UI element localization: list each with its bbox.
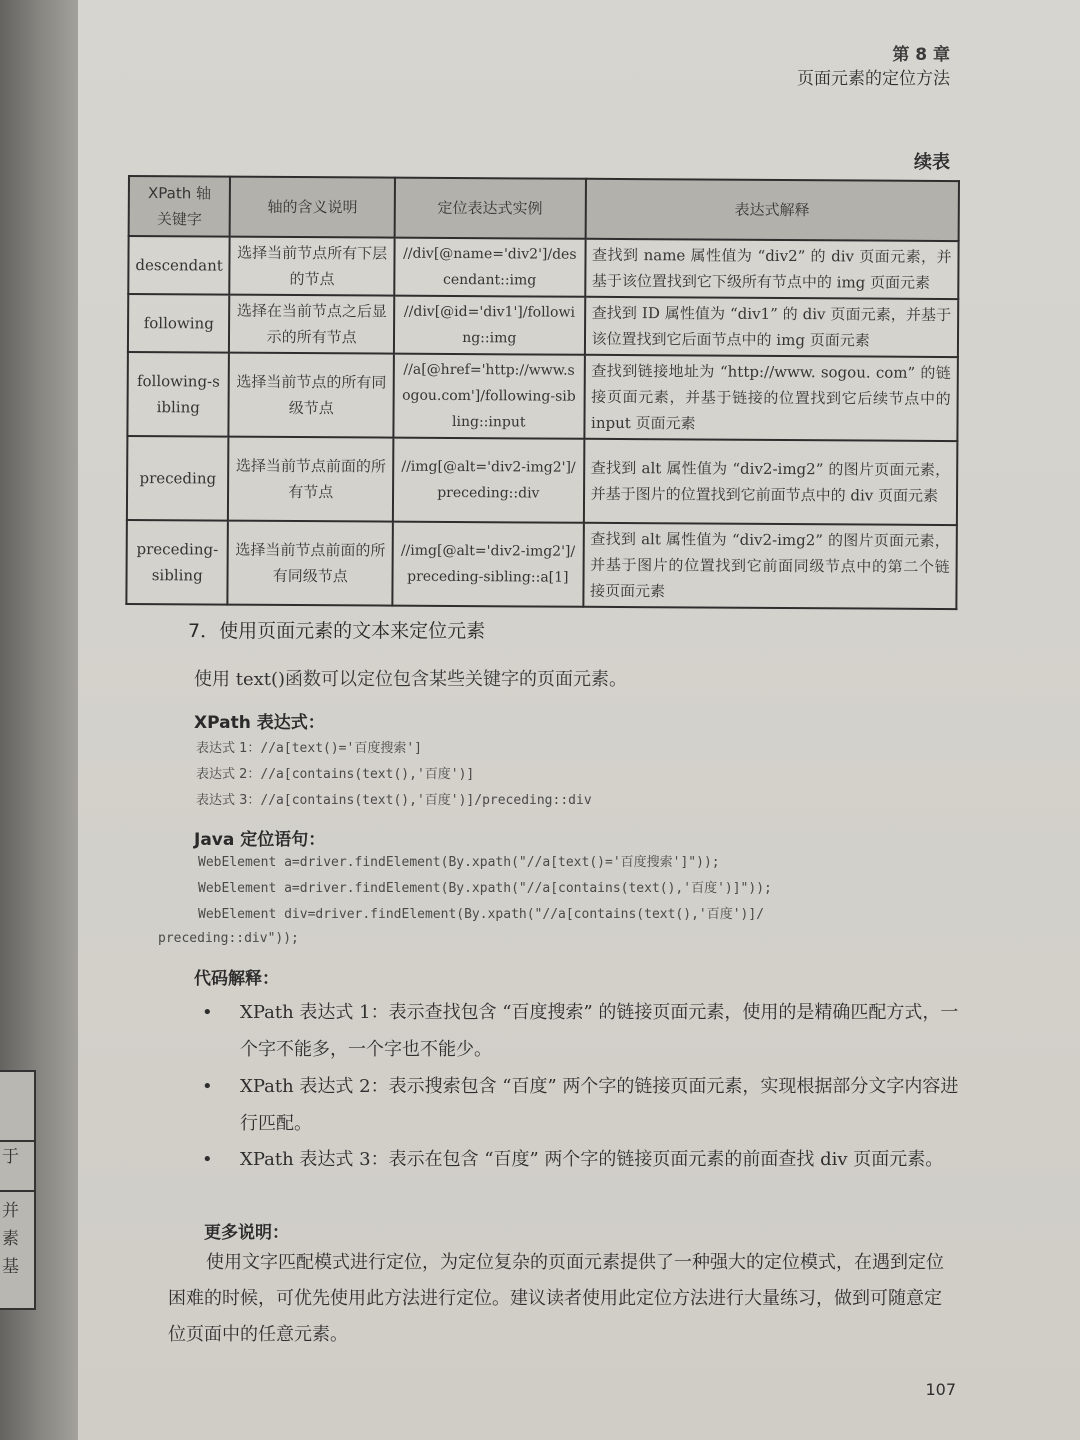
- cell-keyword: following: [128, 294, 230, 353]
- table-header-row: [129, 176, 959, 241]
- xpath-line: 表达式 2：//a[contains(text(),'百度')]: [196, 767, 475, 782]
- adjacent-page-table-fragment: [0, 1070, 36, 1310]
- bullet-item: • XPath 表达式 2：表示搜索包含 “百度” 两个字的链接页面元素，实现根据部分文字内容进行匹配。: [202, 1068, 962, 1142]
- cell-keyword: preceding-sibling: [126, 520, 228, 605]
- cell-example: //a[@href='http://www.sogou.com']/following-sibling::input: [393, 354, 584, 439]
- cell-meaning: 选择在当前节点之后显示的所有节点: [229, 295, 394, 354]
- bullet-item: • XPath 表达式 3：表示在包含 “百度” 两个字的链接页面元素的前面查找 div 页面元素。: [202, 1141, 962, 1178]
- cell-example: //div[@id='div1']/following::img: [394, 296, 585, 355]
- header-meaning: 轴的含义说明: [230, 177, 395, 238]
- cell-explain: 查找到 name 属性值为 “div2” 的 div 页面元素，并基于该位置找到它下级所有节点中的 img 页面元素: [585, 239, 959, 299]
- table-continued-label: 续表: [914, 152, 950, 173]
- fragment-char: 于: [2, 1147, 19, 1167]
- cell-example: //div[@name='div2']/descendant::img: [394, 238, 585, 297]
- fragment-char: 并: [2, 1201, 19, 1221]
- table-row: [126, 520, 956, 609]
- xpath-line: 表达式 3：//a[contains(text(),'百度')]/preceding::div: [196, 793, 592, 808]
- table-row: [127, 352, 957, 441]
- java-label: Java 定位语句：: [194, 830, 326, 850]
- section-intro: 使用 text()函数可以定位包含某些关键字的页面元素。: [194, 669, 628, 690]
- book-page: [78, 0, 1080, 1440]
- cell-explain: 查找到 alt 属性值为 “div2-img2” 的图片页面元素，并基于图片的位置找到它前面节点中的 div 页面元素: [583, 439, 957, 525]
- cell-example: //img[@alt='div2-img2']/preceding::div: [393, 438, 584, 523]
- header-keyword: XPath 轴 关键字: [129, 176, 231, 237]
- explain-label: 代码解释：: [194, 969, 279, 989]
- cell-keyword: preceding: [127, 436, 229, 521]
- bullet-dot-icon: •: [202, 1149, 213, 1170]
- cell-example: //img[@alt='div2-img2']/preceding-sibling::a[1]: [392, 522, 583, 607]
- cell-explain: 查找到 ID 属性值为 “div1” 的 div 页面元素，并基于该位置找到它后面节点中的 img 页面元素: [584, 297, 958, 357]
- chapter-title: 页面元素的定位方法: [797, 69, 950, 89]
- cell-explain: 查找到 alt 属性值为 “div2-img2” 的图片页面元素，并基于图片的位置找到它前面同级节点中的第二个链接页面元素: [583, 523, 957, 609]
- fragment-char: 基: [2, 1257, 19, 1277]
- table-row: [128, 236, 958, 299]
- cell-meaning: 选择当前节点前面的所有节点: [228, 437, 393, 522]
- more-paragraph: 使用文字匹配模式进行定位，为定位复杂的页面元素提供了一种强大的定位模式，在遇到定位困难的时候，可优先使用此方法进行定位。建议读者使用此定位方法进行大量练习，做到可随意定位页面中的任意元素。: [168, 1252, 944, 1345]
- more-label: 更多说明：: [204, 1223, 289, 1243]
- cell-meaning: 选择当前节点的所有同级节点: [229, 353, 394, 438]
- table-row: [128, 294, 958, 357]
- java-line: WebElement a=driver.findElement(By.xpath("//a[contains(text(),'百度')]"));: [198, 881, 772, 896]
- java-line: WebElement div=driver.findElement(By.xpath("//a[contains(text(),'百度')]/: [198, 907, 765, 922]
- cell-meaning: 选择当前节点前面的所有同级节点: [228, 521, 393, 606]
- header-example: 定位表达式实例: [395, 178, 586, 239]
- cell-explain: 查找到链接地址为 “http://www. sogou. com” 的链接页面元素，并基于链接的位置找到它后续节点中的 input 页面元素: [584, 355, 958, 441]
- xpath-label: XPath 表达式：: [194, 713, 325, 733]
- cell-keyword: following-sibling: [127, 352, 229, 437]
- java-line: WebElement a=driver.findElement(By.xpath("//a[text()='百度搜索']"));: [198, 855, 720, 870]
- cell-meaning: 选择当前节点所有下层的节点: [230, 237, 395, 296]
- chapter-number: 第 8 章: [892, 45, 950, 65]
- java-line: preceding::div"));: [158, 931, 299, 946]
- xpath-line: 表达式 1：//a[text()='百度搜索']: [196, 741, 422, 756]
- bullet-dot-icon: •: [202, 1076, 213, 1097]
- section-heading: 7．使用页面元素的文本来定位元素: [188, 620, 486, 642]
- table-row: [127, 436, 957, 525]
- bullet-item: • XPath 表达式 1：表示查找包含 “百度搜索” 的链接页面元素，使用的是精确匹配方式，一个字不能多，一个字也不能少。: [202, 994, 962, 1068]
- cell-keyword: descendant: [128, 236, 230, 295]
- header-explain: 表达式解释: [585, 179, 959, 241]
- page-number: 107: [925, 1380, 956, 1399]
- bullet-dot-icon: •: [202, 1002, 213, 1023]
- fragment-char: 素: [2, 1229, 19, 1249]
- xpath-axis-table: [125, 175, 960, 610]
